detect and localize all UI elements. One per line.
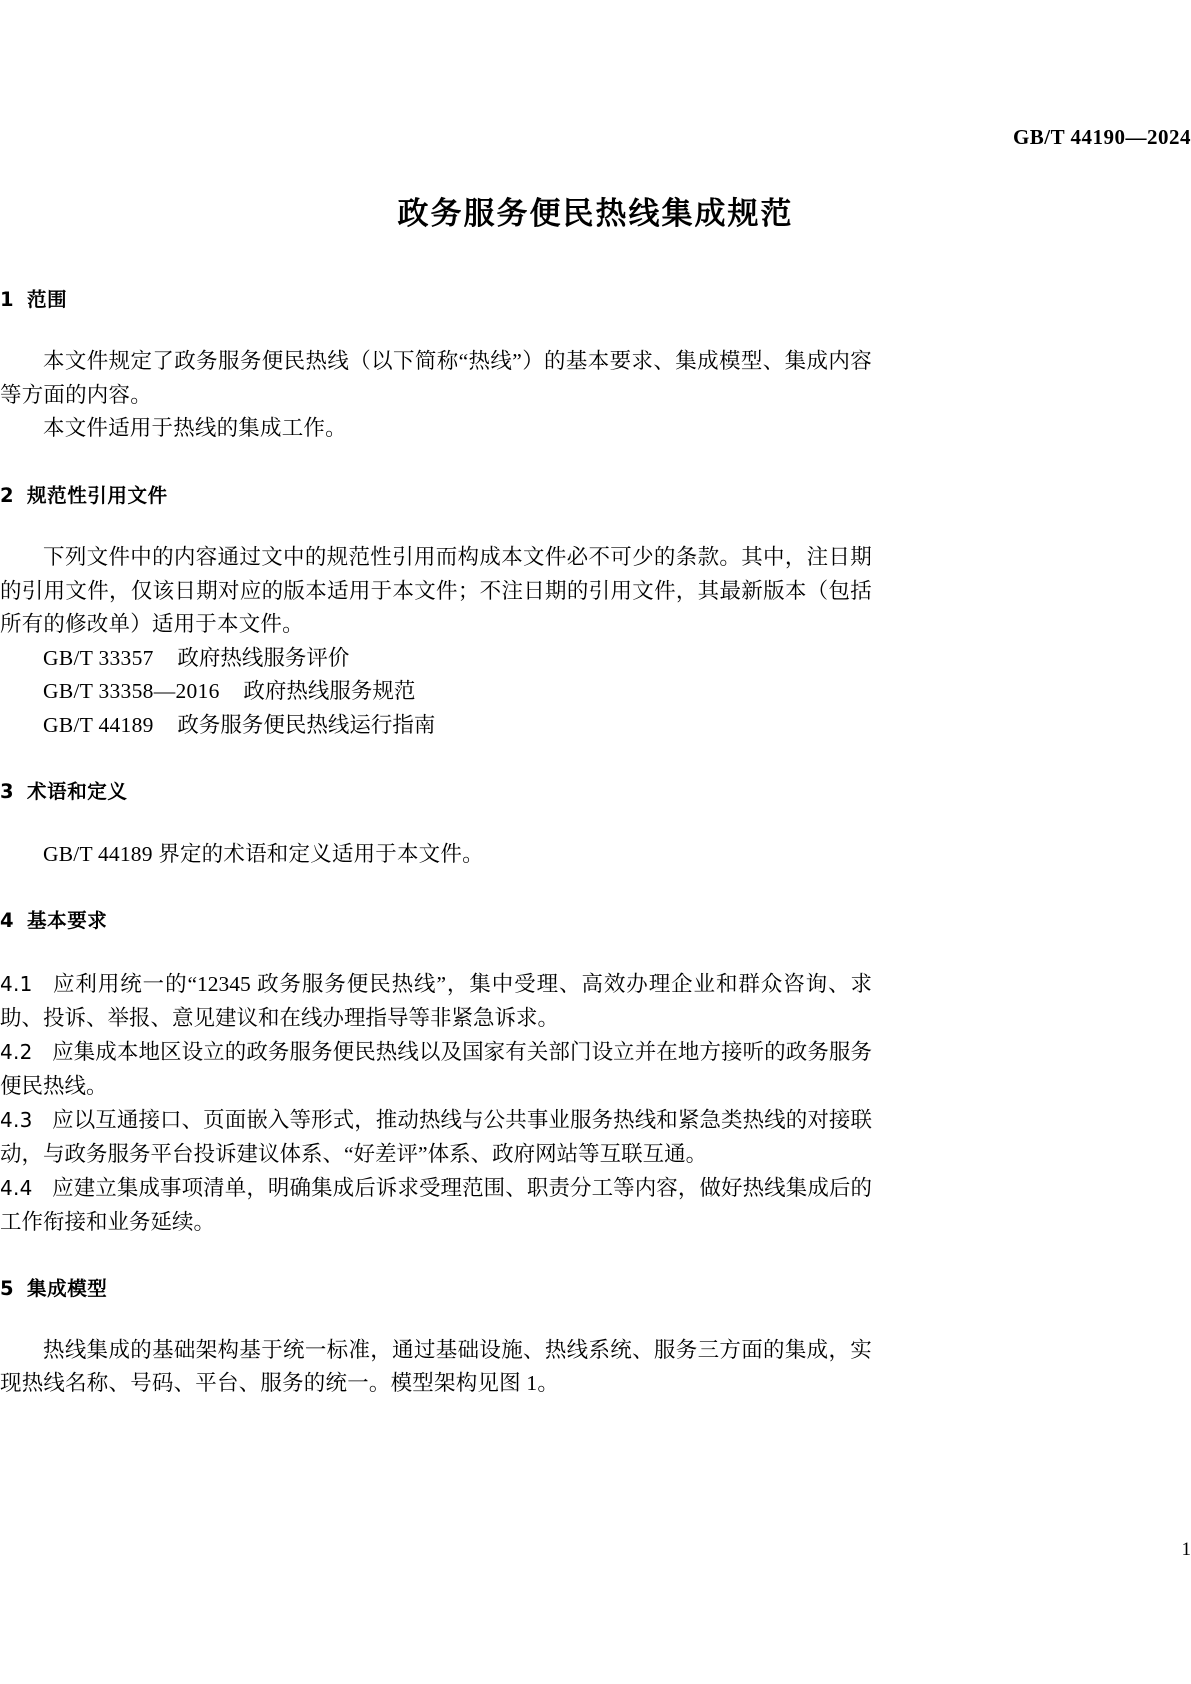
section-3-heading xyxy=(0,780,872,803)
section-5-paragraph-1: 热线集成的基础架构基于统一标准，通过基础设施、热线系统、服务三方面的集成，实现热线名称、号码、平台、服务的统一。模型架构见图 1。 xyxy=(0,1337,872,1396)
section-2-heading xyxy=(0,484,872,507)
section-1-title: 范围 xyxy=(27,288,68,311)
section-4-heading xyxy=(0,909,872,932)
section-4 xyxy=(0,909,872,1238)
normative-reference-2 xyxy=(0,675,872,709)
clause-4-3-text: 应以互通接口、页面嵌入等形式，推动热线与公共事业服务热线和紧急类热线的对接联动，与政务服务平台投诉建议体系、“好差评”体系、政府网站等互联互通。 xyxy=(0,1107,872,1166)
reference-2-code: GB/T 33358—2016 xyxy=(43,679,220,704)
section-1-heading xyxy=(0,288,872,311)
reference-3-code: GB/T 44189 xyxy=(43,712,154,737)
section-3-number: 3 xyxy=(0,780,15,804)
section-1-paragraph-1: 本文件规定了政务服务便民热线（以下简称“热线”）的基本要求、集成模型、集成内容等方面的内容。 xyxy=(0,349,872,407)
section-2-number: 2 xyxy=(0,483,15,507)
clause-4-1-text: 应利用统一的“12345 政务服务便民热线”，集中受理、高效办理企业和群众咨询、求助、投诉、举报、意见建议和在线办理指导等非紧急诉求。 xyxy=(0,971,872,1030)
section-3-title: 术语和定义 xyxy=(27,780,128,804)
clause-4-3 xyxy=(0,1103,872,1171)
reference-2-title: 政府热线服务规范 xyxy=(243,679,416,704)
section-5-number: 5 xyxy=(0,1276,15,1300)
running-header-standard-code: GB/T 44190—2024 xyxy=(1012,125,1191,149)
section-5 xyxy=(0,1277,872,1401)
section-1 xyxy=(0,288,872,446)
clause-4-2-number: 4.2 xyxy=(0,1039,33,1064)
section-3-paragraph-1: GB/T 44189 界定的术语和定义适用于本文件。 xyxy=(43,841,484,866)
section-1-number: 1 xyxy=(0,288,15,311)
page-title: 政务服务便民热线集成规范 xyxy=(397,196,794,232)
reference-1-code: GB/T 33357 xyxy=(43,645,154,670)
section-2 xyxy=(0,484,872,742)
section-4-number: 4 xyxy=(0,909,15,933)
section-5-title: 集成模型 xyxy=(27,1276,108,1300)
section-3 xyxy=(0,780,872,871)
reference-1-title: 政府热线服务评价 xyxy=(177,645,350,670)
clause-4-2-text: 应集成本地区设立的政务服务便民热线以及国家有关部门设立并在地方接听的政务服务便民热线。 xyxy=(0,1039,872,1098)
document-body xyxy=(0,288,872,1401)
page-number: 1 xyxy=(1181,1539,1191,1560)
section-5-heading xyxy=(0,1277,872,1300)
normative-reference-3 xyxy=(0,709,872,743)
section-4-title: 基本要求 xyxy=(27,909,108,933)
clause-4-2 xyxy=(0,1035,872,1103)
clause-4-3-number: 4.3 xyxy=(0,1107,33,1132)
clause-4-4 xyxy=(0,1171,872,1239)
section-2-paragraph-1: 下列文件中的内容通过文中的规范性引用而构成本文件必不可少的条款。其中，注日期的引用文件，仅该日期对应的版本适用于本文件；不注日期的引用文件，其最新版本（包括所有的修改单）适用于本文件。 xyxy=(0,545,872,637)
section-1-paragraph-2: 本文件适用于热线的集成工作。 xyxy=(43,416,347,441)
clause-4-1 xyxy=(0,967,872,1035)
clause-4-1-number: 4.1 xyxy=(0,971,33,996)
section-2-title: 规范性引用文件 xyxy=(27,483,168,507)
clause-4-4-number: 4.4 xyxy=(0,1175,33,1200)
clause-4-4-text: 应建立集成事项清单，明确集成后诉求受理范围、职责分工等内容，做好热线集成后的工作衔接和业务延续。 xyxy=(0,1175,872,1234)
reference-3-title: 政务服务便民热线运行指南 xyxy=(177,712,436,737)
normative-reference-1 xyxy=(0,642,872,676)
